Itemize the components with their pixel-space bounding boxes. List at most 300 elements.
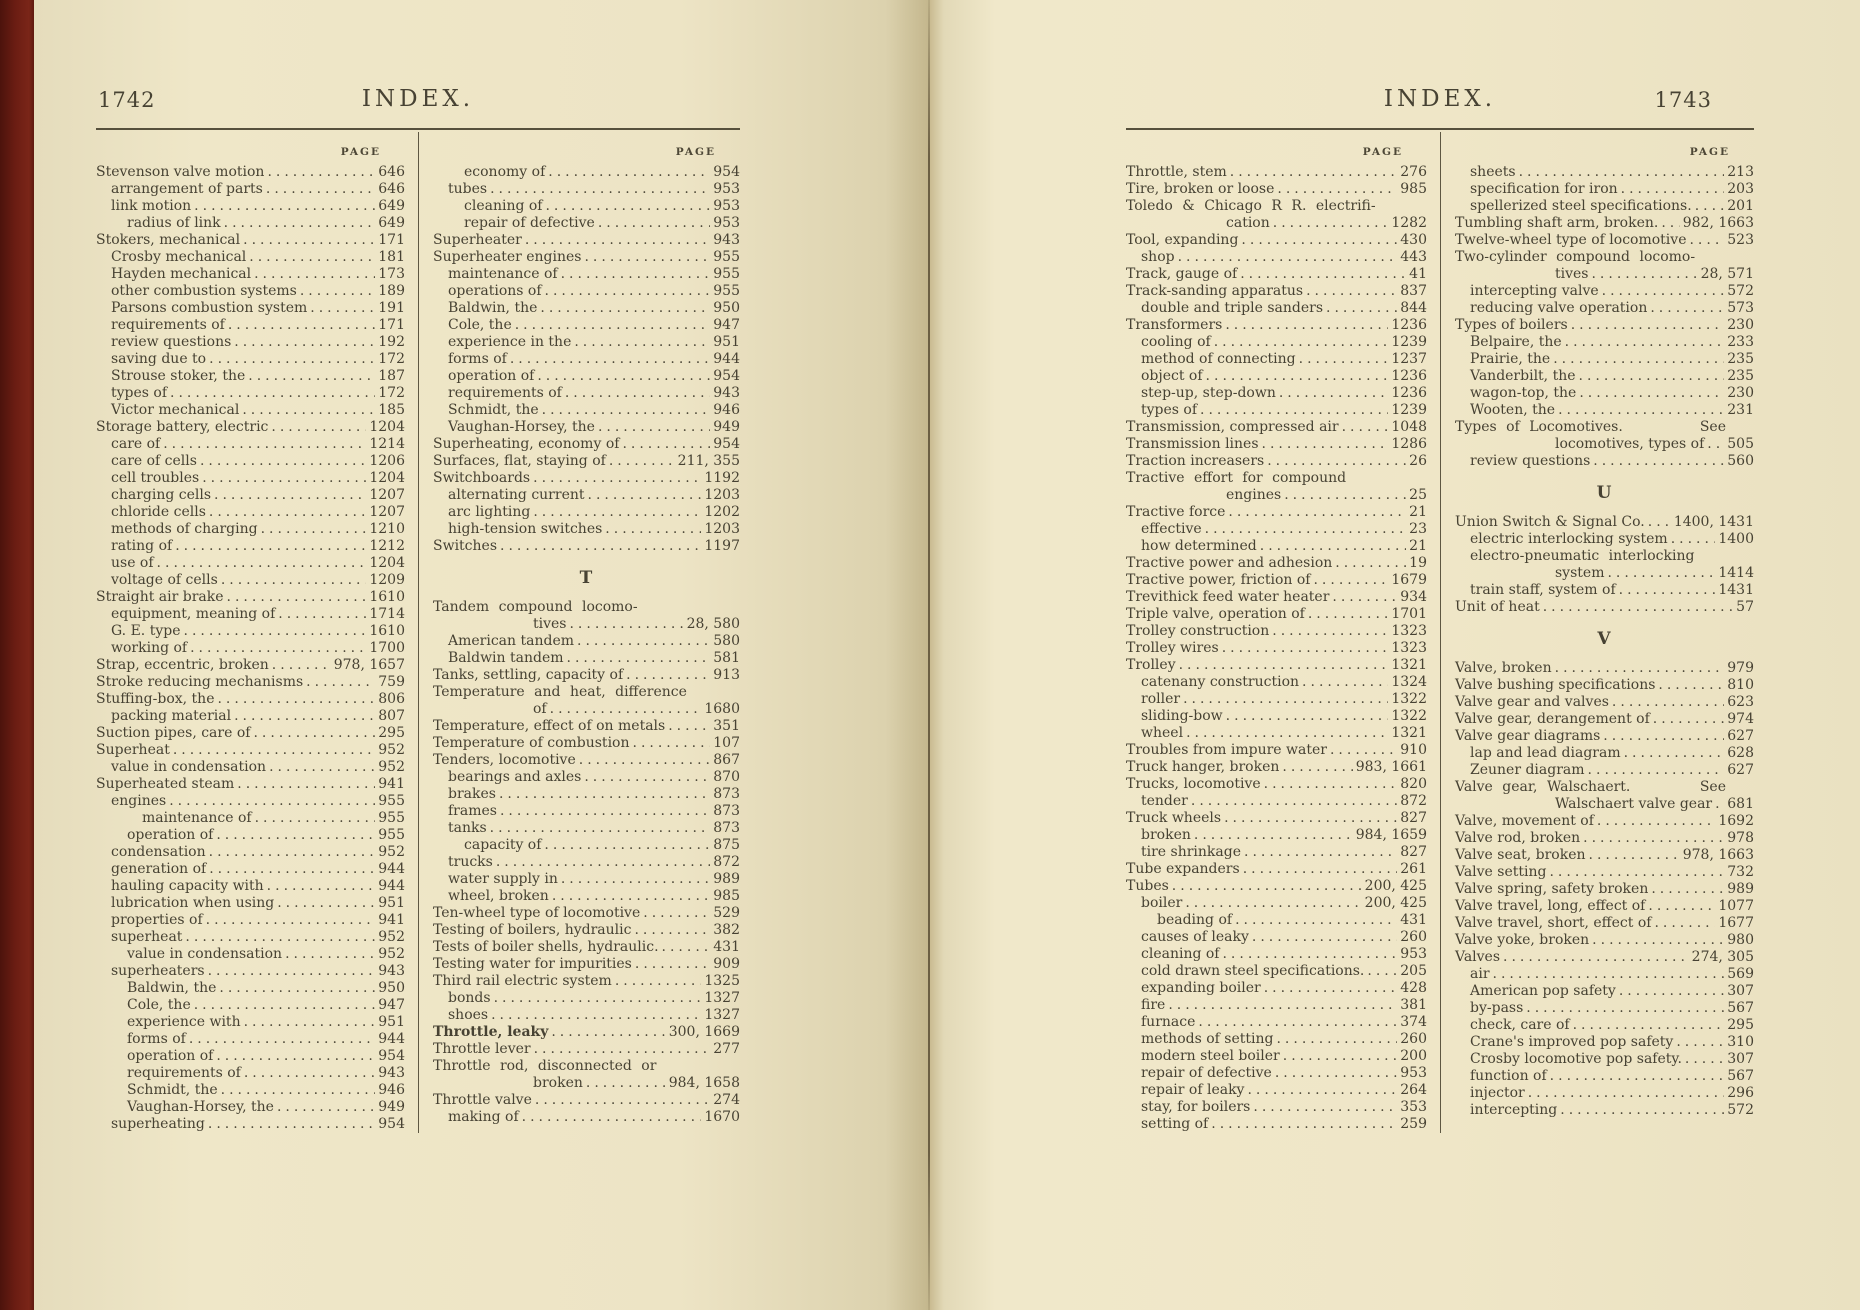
index-entry [1126, 402, 1427, 419]
dot-leader [1211, 1116, 1397, 1133]
index-entry-page-number: 572 [1727, 1102, 1754, 1118]
index-entry-page-number: 1677 [1718, 915, 1754, 931]
index-entry [1455, 813, 1754, 830]
index-entry-text: by-pass [1470, 1000, 1524, 1016]
index-entry-page-number: 171 [378, 317, 405, 333]
index-entry-text: superheaters [111, 963, 205, 979]
index-entry-page-number: 1203 [704, 521, 740, 537]
dot-leader [579, 752, 711, 769]
right-page-columns [1126, 132, 1754, 1133]
index-entry [1126, 708, 1427, 725]
index-entry-page-number: 646 [378, 181, 405, 197]
index-entry [96, 300, 405, 317]
dot-leader [208, 1116, 375, 1133]
index-entry-text: operations of [448, 283, 542, 299]
index-entry-page-number: 26 [1409, 453, 1427, 469]
dot-leader [1619, 983, 1724, 1000]
index-entry-page-number: 1207 [369, 504, 405, 520]
index-entry-page-number: 173 [378, 266, 405, 282]
index-entry-text: Throttle, leaky [433, 1024, 549, 1040]
index-entry-page-number: 1323 [1391, 623, 1427, 639]
index-entry-page-number: 649 [378, 198, 405, 214]
index-entry [1455, 1051, 1754, 1068]
dot-leader [1689, 232, 1724, 249]
index-entry [96, 521, 405, 538]
index-entry-text: specification for iron [1470, 181, 1618, 197]
index-entry-page-number: 1214 [369, 436, 405, 452]
index-entry-page-number: 954 [713, 368, 740, 384]
index-entry-text: cleaning of [464, 198, 543, 214]
index-entry [433, 1109, 740, 1126]
dot-leader [1558, 402, 1724, 419]
index-entry [96, 198, 405, 215]
dot-leader [1284, 487, 1406, 504]
index-entry [96, 640, 405, 657]
dot-leader [271, 419, 366, 436]
index-entry-text: Switchboards [433, 470, 531, 486]
dot-leader [525, 232, 710, 249]
dot-leader [209, 861, 375, 878]
dot-leader [1306, 283, 1397, 300]
index-entry-text: saving due to [111, 351, 207, 367]
index-entry-page-number: 351 [713, 718, 740, 734]
index-entry-page-number: 19 [1409, 555, 1427, 571]
index-entry [1455, 565, 1754, 582]
dot-leader [219, 980, 375, 997]
dot-leader [214, 487, 366, 504]
dot-leader [267, 878, 376, 895]
index-entry-text: brakes [448, 786, 496, 802]
index-entry-page-number: 428 [1400, 980, 1427, 996]
index-entry-page-number: 1324 [1391, 674, 1427, 690]
index-entry-page-number: 944 [378, 1031, 405, 1047]
index-entry-page-number: 200, 425 [1364, 878, 1427, 894]
dot-leader [1651, 881, 1724, 898]
index-entry [1126, 283, 1427, 300]
index-entry-text: Triple valve, operation of [1126, 606, 1305, 622]
dot-leader [1235, 912, 1397, 929]
dot-leader [1230, 164, 1398, 181]
index-entry [433, 854, 740, 871]
index-entry-page-number: 567 [1727, 1068, 1754, 1084]
dot-leader [1528, 1085, 1725, 1102]
index-entry-text: Valves [1455, 949, 1501, 965]
index-entry-page-number: 1692 [1718, 813, 1754, 829]
index-entry-text: Valve travel, long, effect of [1455, 898, 1646, 914]
index-entry [1455, 796, 1754, 813]
dot-leader [1186, 725, 1388, 742]
dot-leader [1715, 796, 1724, 813]
index-entry [1455, 983, 1754, 1000]
index-entry [1126, 164, 1427, 181]
dot-leader [1695, 198, 1725, 215]
dot-leader [626, 667, 710, 684]
index-entry-page-number: 172 [378, 351, 405, 367]
index-entry [1455, 317, 1754, 334]
index-entry-page-number: 1322 [1391, 691, 1427, 707]
index-entry-page-number: 172 [378, 385, 405, 401]
index-entry-page-number: 952 [378, 929, 405, 945]
index-entry-text: Parsons combustion system [111, 300, 308, 316]
index-entry [96, 623, 405, 640]
dot-leader [1593, 453, 1724, 470]
dot-leader [1571, 317, 1725, 334]
index-entry-text: furnace [1141, 1014, 1196, 1030]
index-entry-text: Superheater engines [433, 249, 582, 265]
dot-leader [202, 470, 366, 487]
dot-leader [1621, 181, 1725, 198]
index-entry-page-number: 984, 1659 [1355, 827, 1427, 843]
index-entry-text: Tenders, locomotive [433, 752, 576, 768]
index-entry [433, 956, 740, 973]
index-entry [1126, 997, 1427, 1014]
index-entry [433, 249, 740, 266]
index-entry-page-number: 984, 1658 [668, 1075, 740, 1091]
dot-leader [1225, 317, 1388, 334]
index-entry [1455, 232, 1754, 249]
index-entry-text: Surfaces, flat, staying of [433, 453, 606, 469]
index-entry-text: wheel, broken [448, 888, 549, 904]
index-entry-text: sliding-bow [1141, 708, 1223, 724]
dot-leader [185, 929, 375, 946]
dot-leader [1228, 504, 1406, 521]
index-entry-text: condensation [111, 844, 206, 860]
index-entry-text: water supply in [448, 871, 558, 887]
index-entry-text: charging cells [111, 487, 212, 503]
index-entry-text: shoes [448, 1007, 489, 1023]
dot-leader [1276, 1031, 1397, 1048]
dot-leader [249, 249, 375, 266]
dot-leader [170, 385, 375, 402]
dot-leader [194, 198, 375, 215]
index-entry-text: care of cells [111, 453, 197, 469]
index-entry-page-number: 261 [1400, 861, 1427, 877]
index-entry-page-number: 681 [1727, 796, 1754, 812]
index-entry-page-number: 1400 [1718, 531, 1754, 547]
index-entry [433, 1024, 740, 1041]
index-entry [433, 334, 740, 351]
index-entry-text: Stokers, mechanical [96, 232, 241, 248]
dot-leader [1650, 300, 1724, 317]
dot-leader [1185, 895, 1361, 912]
index-entry-text: sheets [1470, 164, 1516, 180]
dot-leader [1224, 810, 1397, 827]
index-entry-page-number: 201 [1727, 198, 1754, 214]
dot-leader [1252, 929, 1397, 946]
book-cover-edge [0, 0, 34, 1310]
dot-leader [1168, 997, 1397, 1014]
index-entry [433, 385, 740, 402]
dot-leader [544, 837, 710, 854]
dot-leader [500, 538, 701, 555]
index-entry [1126, 861, 1427, 878]
index-entry-text: Cole, the [127, 997, 191, 1013]
index-entry-page-number: 296 [1727, 1085, 1754, 1101]
index-entry [96, 776, 405, 793]
dot-leader [1332, 589, 1397, 606]
index-entry [1455, 531, 1754, 548]
dot-leader [1267, 453, 1406, 470]
index-entry-page-number: 1321 [1391, 657, 1427, 673]
index-entry-page-number: 950 [713, 300, 740, 316]
index-entry-text: forms of [127, 1031, 186, 1047]
index-entry [1455, 514, 1754, 531]
index-entry-text: cation [1226, 215, 1270, 231]
index-entry [433, 266, 740, 283]
index-entry-page-number: 21 [1409, 538, 1427, 554]
index-entry [433, 633, 740, 650]
index-entry-text: Valve gear and valves [1455, 694, 1609, 710]
dot-leader [200, 453, 366, 470]
dot-leader [598, 215, 710, 232]
index-entry [433, 599, 740, 616]
index-entry-page-number: 1610 [369, 589, 405, 605]
index-entry-page-number: 259 [1400, 1116, 1427, 1132]
index-entry [433, 436, 740, 453]
dot-leader [255, 810, 376, 827]
dot-leader [1342, 419, 1389, 436]
index-entry [1126, 1099, 1427, 1116]
index-entry-text: Crosby mechanical [111, 249, 247, 265]
index-entry-page-number: 381 [1400, 997, 1427, 1013]
index-entry [1126, 776, 1427, 793]
index-entry-text: Truck wheels [1126, 810, 1222, 826]
index-entry-text: shop [1141, 249, 1175, 265]
index-entry [1455, 368, 1754, 385]
dot-leader [1658, 677, 1724, 694]
index-entry-text: Superheater [433, 232, 522, 248]
index-entry-page-number: 274 [713, 1092, 740, 1108]
index-entry-text: Third rail electric system [433, 973, 612, 989]
index-entry-text: Transmission, compressed air [1126, 419, 1339, 435]
index-entry-page-number: 260 [1400, 1031, 1427, 1047]
index-entry-text: requirements of [127, 1065, 241, 1081]
index-entry-page-number: 989 [713, 871, 740, 887]
index-entry [1455, 864, 1754, 881]
index-entry-text: beading of [1157, 912, 1233, 928]
index-entry-page-number: 1322 [1391, 708, 1427, 724]
dot-leader [194, 997, 376, 1014]
index-entry-text: repair of defective [1141, 1065, 1272, 1081]
index-entry [1126, 572, 1427, 589]
index-entry [1455, 1034, 1754, 1051]
dot-leader [277, 1099, 375, 1116]
index-entry-text: Victor mechanical [111, 402, 240, 418]
index-entry-text: Strap, eccentric, broken [96, 657, 269, 673]
index-entry-text: expanding boiler [1141, 980, 1261, 996]
dot-leader [306, 674, 375, 691]
index-entry [1126, 759, 1427, 776]
index-entry-page-number: 23 [1409, 521, 1427, 537]
index-entry-page-number: 581 [713, 650, 740, 666]
dot-leader [234, 708, 375, 725]
index-entry [1126, 810, 1427, 827]
index-entry-text: American pop safety [1470, 983, 1616, 999]
index-entry [96, 232, 405, 249]
index-entry-page-number: 191 [378, 300, 405, 316]
index-entry [96, 912, 405, 929]
index-entry-text: Tractive force [1126, 504, 1226, 520]
dot-leader [494, 990, 702, 1007]
index-entry-text: Tandem compound locomo- [433, 599, 638, 615]
index-entry-page-number: 1204 [369, 470, 405, 486]
index-entry-text: Valve, movement of [1455, 813, 1594, 829]
index-entry-text: air [1470, 966, 1490, 982]
index-entry-text: causes of leaky [1141, 929, 1249, 945]
index-entry-page-number: 952 [378, 742, 405, 758]
dot-leader [209, 504, 366, 521]
dot-leader [496, 854, 710, 871]
index-entry [96, 1082, 405, 1099]
index-entry-text: broken [1141, 827, 1191, 843]
index-entry [1126, 555, 1427, 572]
index-entry-text: lap and lead diagram [1470, 745, 1621, 761]
index-entry-page-number: 443 [1400, 249, 1427, 265]
index-entry-page-number: 953 [713, 198, 740, 214]
index-entry [1126, 521, 1427, 538]
index-entry-text: Vanderbilt, the [1470, 368, 1576, 384]
dot-leader [1226, 708, 1389, 725]
left-page-header [96, 86, 740, 124]
dot-leader [1247, 1082, 1397, 1099]
index-entry [96, 1065, 405, 1082]
index-entry-text: intercepting [1470, 1102, 1558, 1118]
dot-leader [173, 742, 375, 759]
index-entry-text: high-tension switches [448, 521, 603, 537]
dot-leader [584, 249, 710, 266]
dot-leader [278, 606, 366, 623]
index-entry-text: Trolley construction [1126, 623, 1270, 639]
index-entry-text: of [533, 701, 547, 717]
dot-leader [1302, 674, 1388, 691]
index-entry [433, 1041, 740, 1058]
index-entry-page-number: 943 [713, 232, 740, 248]
dot-leader [1275, 1065, 1397, 1082]
index-entry-text: Storage battery, electric [96, 419, 269, 435]
index-entry-page-number: 989 [1727, 881, 1754, 897]
dot-leader [1243, 861, 1398, 878]
index-entry [96, 1014, 405, 1031]
index-entry-page-number: 233 [1727, 334, 1754, 350]
index-entry [96, 249, 405, 266]
index-entry [433, 164, 740, 181]
index-entry-page-number: 941 [378, 776, 405, 792]
index-entry [1455, 830, 1754, 847]
index-entry-text: properties of [111, 912, 203, 928]
dot-leader [605, 521, 701, 538]
index-entry-text: Vaughan-Horsey, the [127, 1099, 274, 1115]
index-entry-page-number: 944 [378, 878, 405, 894]
dot-leader [633, 735, 711, 752]
index-entry-page-number: 943 [378, 963, 405, 979]
index-entry-page-number: 28, 580 [686, 616, 740, 632]
index-entry-page-number: 1207 [369, 487, 405, 503]
index-entry-page-number: 307 [1727, 983, 1754, 999]
index-entry-text: Vaughan-Horsey, the [448, 419, 595, 435]
index-entry [1126, 317, 1427, 334]
index-entry-text: engines [111, 793, 167, 809]
dot-leader [248, 368, 375, 385]
page-column-label: PAGE [1689, 146, 1730, 158]
index-entry-text: chloride cells [111, 504, 206, 520]
index-entry-page-number: 844 [1400, 300, 1427, 316]
index-entry [96, 334, 405, 351]
index-entry-page-number: 1197 [704, 538, 740, 554]
index-entry-page-number: 649 [378, 215, 405, 231]
index-entry-page-number: 274, 305 [1691, 949, 1754, 965]
index-entry [1455, 762, 1754, 779]
index-entry-text: Throttle rod, disconnected or [433, 1058, 657, 1074]
index-entry-text: experience with [127, 1014, 241, 1030]
index-entry-page-number: 873 [713, 786, 740, 802]
index-entry-text: wheel [1141, 725, 1184, 741]
index-entry-text: Tumbling shaft arm, broken. [1455, 215, 1659, 231]
index-entry-page-number: 1680 [704, 701, 740, 717]
index-entry [433, 181, 740, 198]
dot-leader [1579, 385, 1724, 402]
index-entry-page-number: 300, 1669 [668, 1024, 740, 1040]
index-entry-page-number: 523 [1727, 232, 1754, 248]
index-entry [433, 616, 740, 633]
index-entry [1126, 470, 1427, 487]
index-column [1440, 132, 1754, 1133]
index-entry-text: review questions [1470, 453, 1591, 469]
index-column [418, 132, 740, 1133]
index-entry [1455, 1017, 1754, 1034]
dot-leader [1253, 1099, 1397, 1116]
index-entry-page-number: 28, 571 [1700, 266, 1754, 282]
dot-leader [1685, 1051, 1724, 1068]
index-entry-page-number: 946 [378, 1082, 405, 1098]
dot-leader [1222, 946, 1397, 963]
index-entry-list [433, 164, 740, 1126]
index-entry [1455, 694, 1754, 711]
index-entry [96, 215, 405, 232]
index-entry-text: Transmission lines [1126, 436, 1259, 452]
dot-leader [1543, 599, 1733, 616]
dot-leader [310, 300, 375, 317]
index-entry [96, 504, 405, 521]
index-entry-text: methods of charging [111, 521, 258, 537]
index-entry-page-number: 211, 355 [677, 453, 740, 469]
index-entry-text: Cole, the [448, 317, 512, 333]
index-entry-text: Valve travel, short, effect of [1455, 915, 1652, 931]
dot-leader [565, 385, 710, 402]
index-entry [1455, 881, 1754, 898]
index-entry-page-number: 1321 [1391, 725, 1427, 741]
index-entry-page-number: 231 [1727, 402, 1754, 418]
index-entry-text: economy of [464, 164, 546, 180]
index-entry [96, 1031, 405, 1048]
index-entry-text: setting of [1141, 1116, 1209, 1132]
index-entry-page-number: 181 [378, 249, 405, 265]
index-entry-page-number: 107 [713, 735, 740, 751]
dot-leader [234, 334, 375, 351]
dot-leader [1264, 776, 1398, 793]
index-entry-page-number: 1327 [704, 1007, 740, 1023]
index-entry-page-number: 732 [1727, 864, 1754, 880]
index-entry-text: Valve rod, broken [1455, 830, 1581, 846]
index-column [1126, 132, 1440, 1133]
index-entry-page-number: 189 [378, 283, 405, 299]
index-entry-page-number: 627 [1727, 762, 1754, 778]
index-entry-text: Hayden mechanical [111, 266, 252, 282]
index-entry-page-number: 952 [378, 946, 405, 962]
index-entry-page-number: 982, 1663 [1682, 215, 1754, 231]
index-entry [1126, 419, 1427, 436]
index-entry-text: tives [1555, 266, 1589, 282]
dot-leader [261, 521, 367, 538]
